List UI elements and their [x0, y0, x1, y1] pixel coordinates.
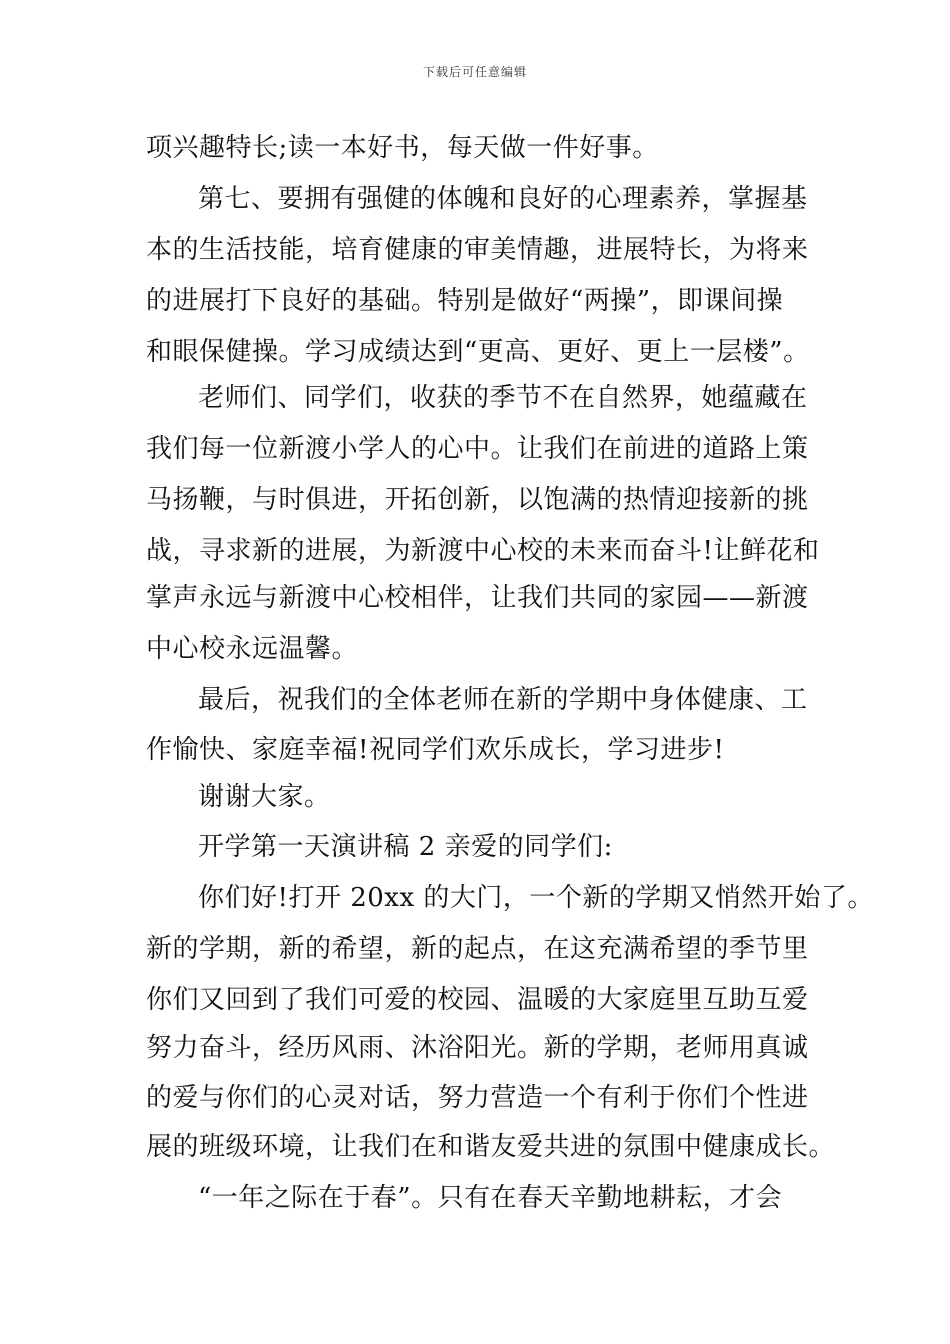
- text-line: 展的班级环境，让我们在和谐友爱共进的氛围中健康成长。: [146, 1132, 836, 1162]
- paragraph-start-line: 老师们、同学们，收获的季节不在自然界，她蕴藏在: [198, 383, 808, 413]
- text-line: 本的生活技能，培育健康的审美情趣，进展特长，为将来: [146, 235, 809, 265]
- text-line: 你们又回到了我们可爱的校园、温暖的大家庭里互助互爱: [146, 985, 809, 1015]
- text-line: 作愉快、家庭幸福!祝同学们欢乐成长，学习进步!: [146, 735, 725, 765]
- text-line: 新的学期，新的希望，新的起点，在这充满希望的季节里: [146, 934, 809, 964]
- text-line: 项兴趣特长;读一本好书，每天做一件好事。: [146, 133, 659, 163]
- paragraph-start-line: 你们好!打开 20xx 的大门，一个新的学期又悄然开始了。: [198, 883, 874, 913]
- text-line: 的爱与你们的心灵对话，努力营造一个有利于你们个性进: [146, 1083, 809, 1113]
- paragraph-start-line: 第七、要拥有强健的体魄和良好的心理素养，掌握基: [198, 184, 808, 214]
- speech-title-line: 开学第一天演讲稿 2 亲爱的同学们:: [198, 832, 613, 862]
- paragraph-start-line: 最后，祝我们的全体老师在新的学期中身体健康、工: [198, 685, 808, 715]
- text-line: 马扬鞭，与时俱进，开拓创新，以饱满的热情迎接新的挑: [146, 485, 809, 515]
- text-line: 的进展打下良好的基础。特别是做好“两操”，即课间操: [146, 286, 784, 316]
- text-line: 和眼保健操。学习成绩达到“更高、更好、更上一层楼”。: [146, 337, 810, 367]
- page-header: 下载后可任意编辑: [422, 65, 527, 79]
- text-line: 战，寻求新的进展，为新渡中心校的未来而奋斗!让鲜花和: [146, 536, 820, 566]
- text-line: 中心校永远温馨。: [146, 634, 359, 664]
- text-line: 我们每一位新渡小学人的心中。让我们在前进的道路上策: [146, 434, 809, 464]
- paragraph-start-line: 谢谢大家。: [198, 782, 331, 812]
- text-line: 努力奋斗，经历风雨、沐浴阳光。新的学期，老师用真诚: [146, 1033, 809, 1063]
- text-line: 掌声永远与新渡中心校相伴，让我们共同的家园——新渡: [146, 583, 809, 613]
- paragraph-start-line: “一年之际在于春”。只有在春天辛勤地耕耘，才会: [198, 1183, 783, 1213]
